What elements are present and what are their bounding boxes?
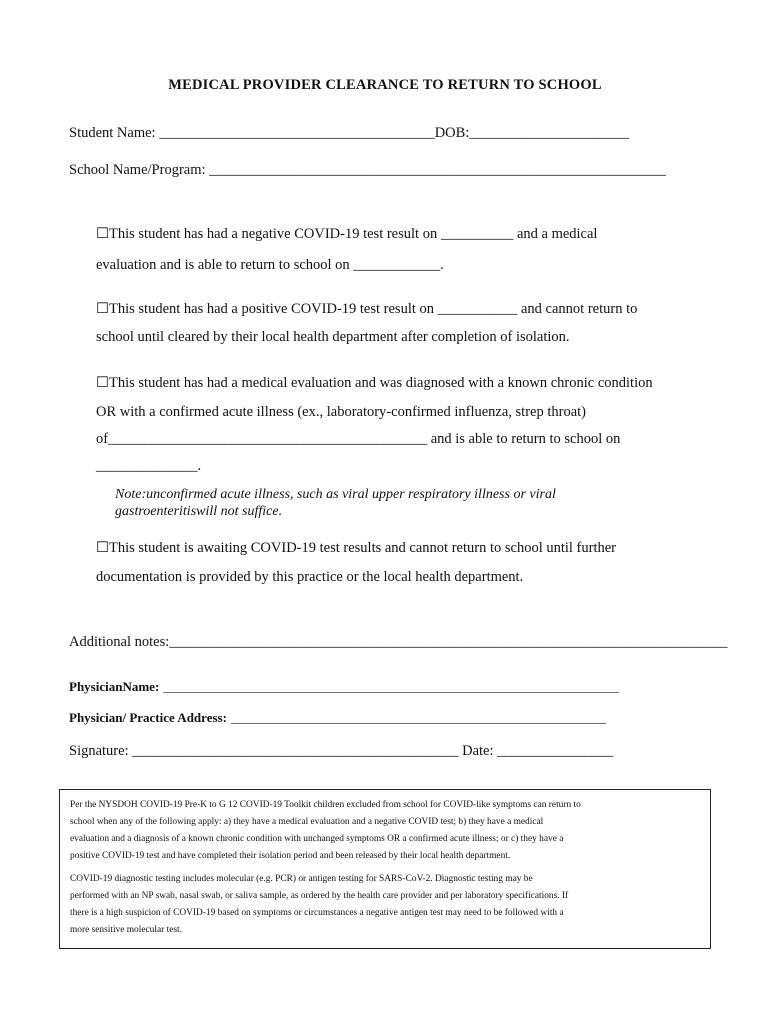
option-text-line: This student has had a medical evaluation and was diagnosed with a known chronic condition (109, 375, 653, 391)
option-text-line: OR with a confirmed acute illness (ex., laboratory-confirmed influenza, strep throat) (96, 404, 587, 420)
physician-name-blank[interactable]: ____________________________________________________________________________ (163, 680, 620, 694)
option-text-line: ______________. (96, 458, 202, 474)
footer-text-line: more sensitive molecular test. (70, 925, 182, 935)
physician-name-label: PhysicianName: (69, 679, 160, 694)
student-name-dob-field[interactable]: Student Name: ______________________________________DOB:______________________ (69, 125, 629, 141)
option-text-line: school until cleared by their local health department after completion of isolation. (96, 329, 570, 345)
school-name-field[interactable]: School Name/Program: _______________________________________________________________ (69, 162, 666, 178)
footer-info-box (59, 789, 711, 949)
note-text: Note:unconfirmed acute illness, such as viral upper respiratory illness or viral (115, 487, 556, 502)
footer-text-line: performed with an NP swab, nasal swab, or saliva sample, as ordered by the health care provider and per laboratory specifications. If (70, 891, 569, 901)
footer-text-line: COVID-19 diagnostic testing includes molecular (e.g. PCR) or antigen testing for SARS-CoV-2. Diagnostic testing may be (70, 874, 533, 884)
option-text-line: This student has had a positive COVID-19 test result on ___________ and cannot return to (109, 301, 638, 317)
checkbox-positive-test[interactable]: ☐ (96, 301, 109, 317)
checkbox-medical-evaluation[interactable]: ☐ (96, 375, 109, 391)
option-text-line: of____________________________________________ and is able to return to school on (96, 431, 621, 447)
checkbox-awaiting-results[interactable]: ☐ (96, 540, 109, 556)
footer-text-line: there is a high suspicion of COVID-19 based on symptoms or circumstances a negative antigen test may need to be followed with a (70, 908, 564, 918)
option-text-line: This student is awaiting COVID-19 test results and cannot return to school until further (109, 540, 617, 556)
checkbox-negative-test[interactable]: ☐ (96, 226, 109, 242)
practice-address-field[interactable] (69, 709, 606, 727)
footer-text-line: evaluation and a diagnosis of a known chronic condition with unchanged symptoms OR a confirmed acute illness; or c) they have a (70, 834, 564, 844)
signature-date-field[interactable]: Signature: _____________________________________________ Date: ________________ (69, 743, 614, 759)
footer-text-line: Per the NYSDOH COVID-19 Pre-K to G 12 COVID-19 Toolkit children excluded from school for COVID-like symptoms can return to (70, 800, 581, 810)
form-title: MEDICAL PROVIDER CLEARANCE TO RETURN TO SCHOOL (168, 77, 602, 93)
option-text-line: documentation is provided by this practice or the local health department. (96, 569, 524, 585)
additional-notes-field[interactable]: Additional notes:_____________________________________________________________________________ (69, 634, 728, 650)
option-text-line: This student has had a negative COVID-19 test result on __________ and a medical (109, 226, 598, 242)
practice-address-label: Physician/ Practice Address: (69, 710, 227, 725)
note-text: gastroenteritiswill not suffice. (115, 504, 283, 519)
footer-text-line: school when any of the following apply: a) they have a medical evaluation and a negative COVID test; b) they have a medical (70, 817, 544, 827)
footer-text-line: positive COVID-19 test and have completed their isolation period and been released by their local health department. (70, 851, 511, 861)
option-text-line: evaluation and is able to return to school on ____________. (96, 257, 444, 273)
physician-name-field[interactable] (69, 678, 619, 696)
practice-address-blank[interactable]: ____________________________________________________________ (230, 711, 606, 725)
